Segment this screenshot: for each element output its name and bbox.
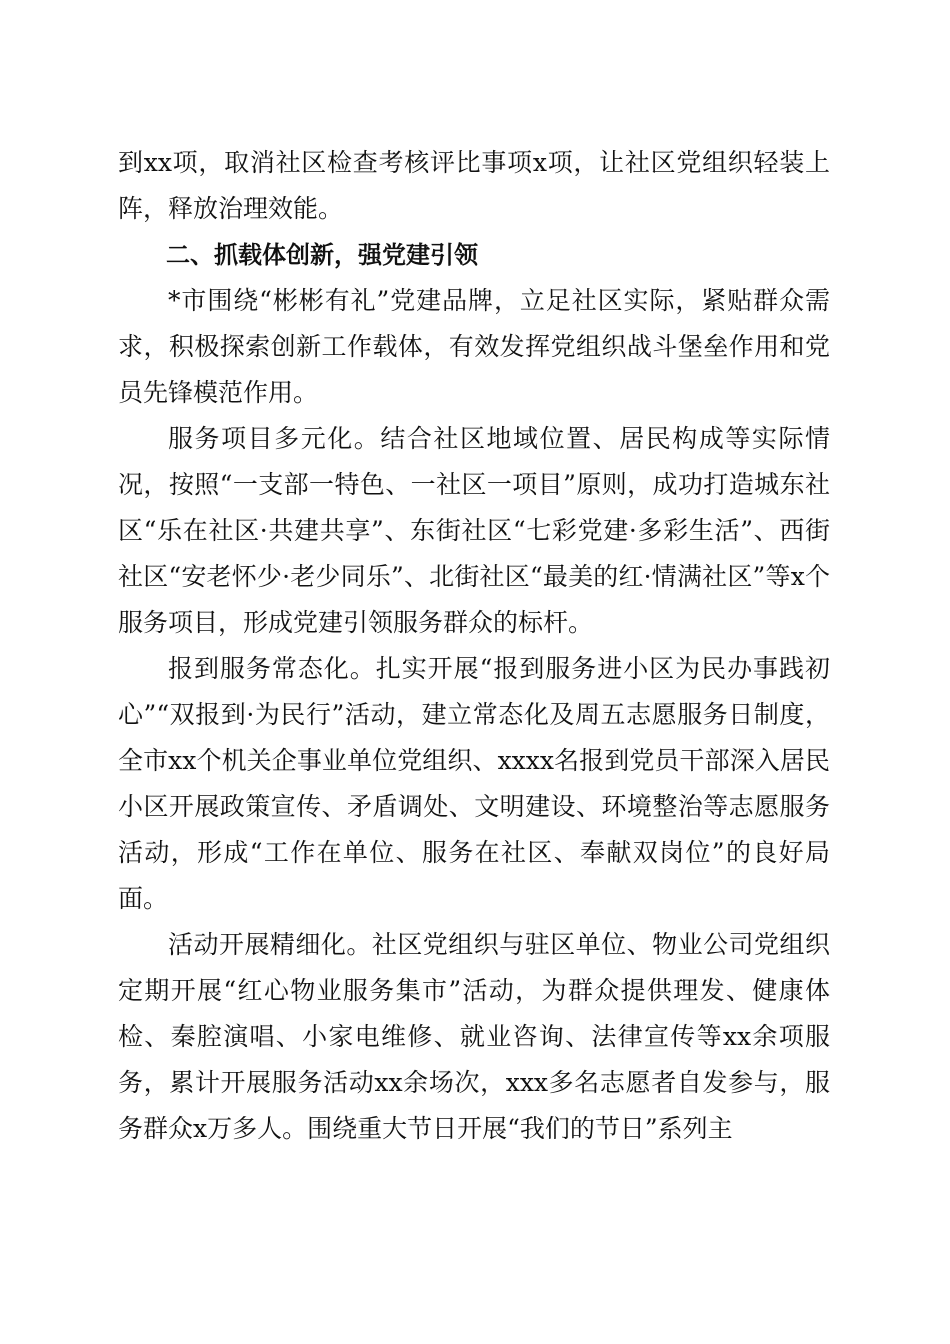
document-body — [118, 140, 830, 1152]
paragraph-service-projects: 服务项目多元化。结合社区地域位置、居民构成等实际情况，按照“一支部一特色、一社区一项目”原则，成功打造城东社区“乐在社区·共建共享”、东街社区“七彩党建·多彩生活”、西街社区“安老怀少·老少同乐”、北街社区“最美的红·情满社区”等x个服务项目，形成党建引领服务群众的标杆。 — [118, 424, 830, 637]
paragraph-report-service: 报到服务常态化。扎实开展“报到服务进小区为民办事践初心”“双报到·为民行”活动，建立常态化及周五志愿服务日制度，全市xx个机关企事业单位党组织、xxxx名报到党员干部深入居民小区开展政策宣传、矛盾调处、文明建设、环境整治等志愿服务活动，形成“工作在单位、服务在社区、奉献双岗位”的良好局面。 — [118, 654, 830, 913]
paragraph-intro: *市围绕“彬彬有礼”党建品牌，立足社区实际，紧贴群众需求，积极探索创新工作载体，有效发挥党组织战斗堡垒作用和党员先锋模范作用。 — [118, 286, 830, 407]
section-heading: 二、抓载体创新，强党建引领 — [166, 241, 478, 269]
paragraph-activities: 活动开展精细化。社区党组织与驻区单位、物业公司党组织定期开展“红心物业服务集市”活动，为群众提供理发、健康体检、秦腔演唱、小家电维修、就业咨询、法律宣传等xx余项服务，累计开展服务活动xx余场次，xxx多名志愿者自发参与，服务群众x万多人。围绕重大节日开展“我们的节日”系列主 — [118, 930, 830, 1143]
paragraph-continuation: 到xx项，取消社区检查考核评比事项x项，让社区党组织轻装上阵，释放治理效能。 — [118, 148, 830, 223]
